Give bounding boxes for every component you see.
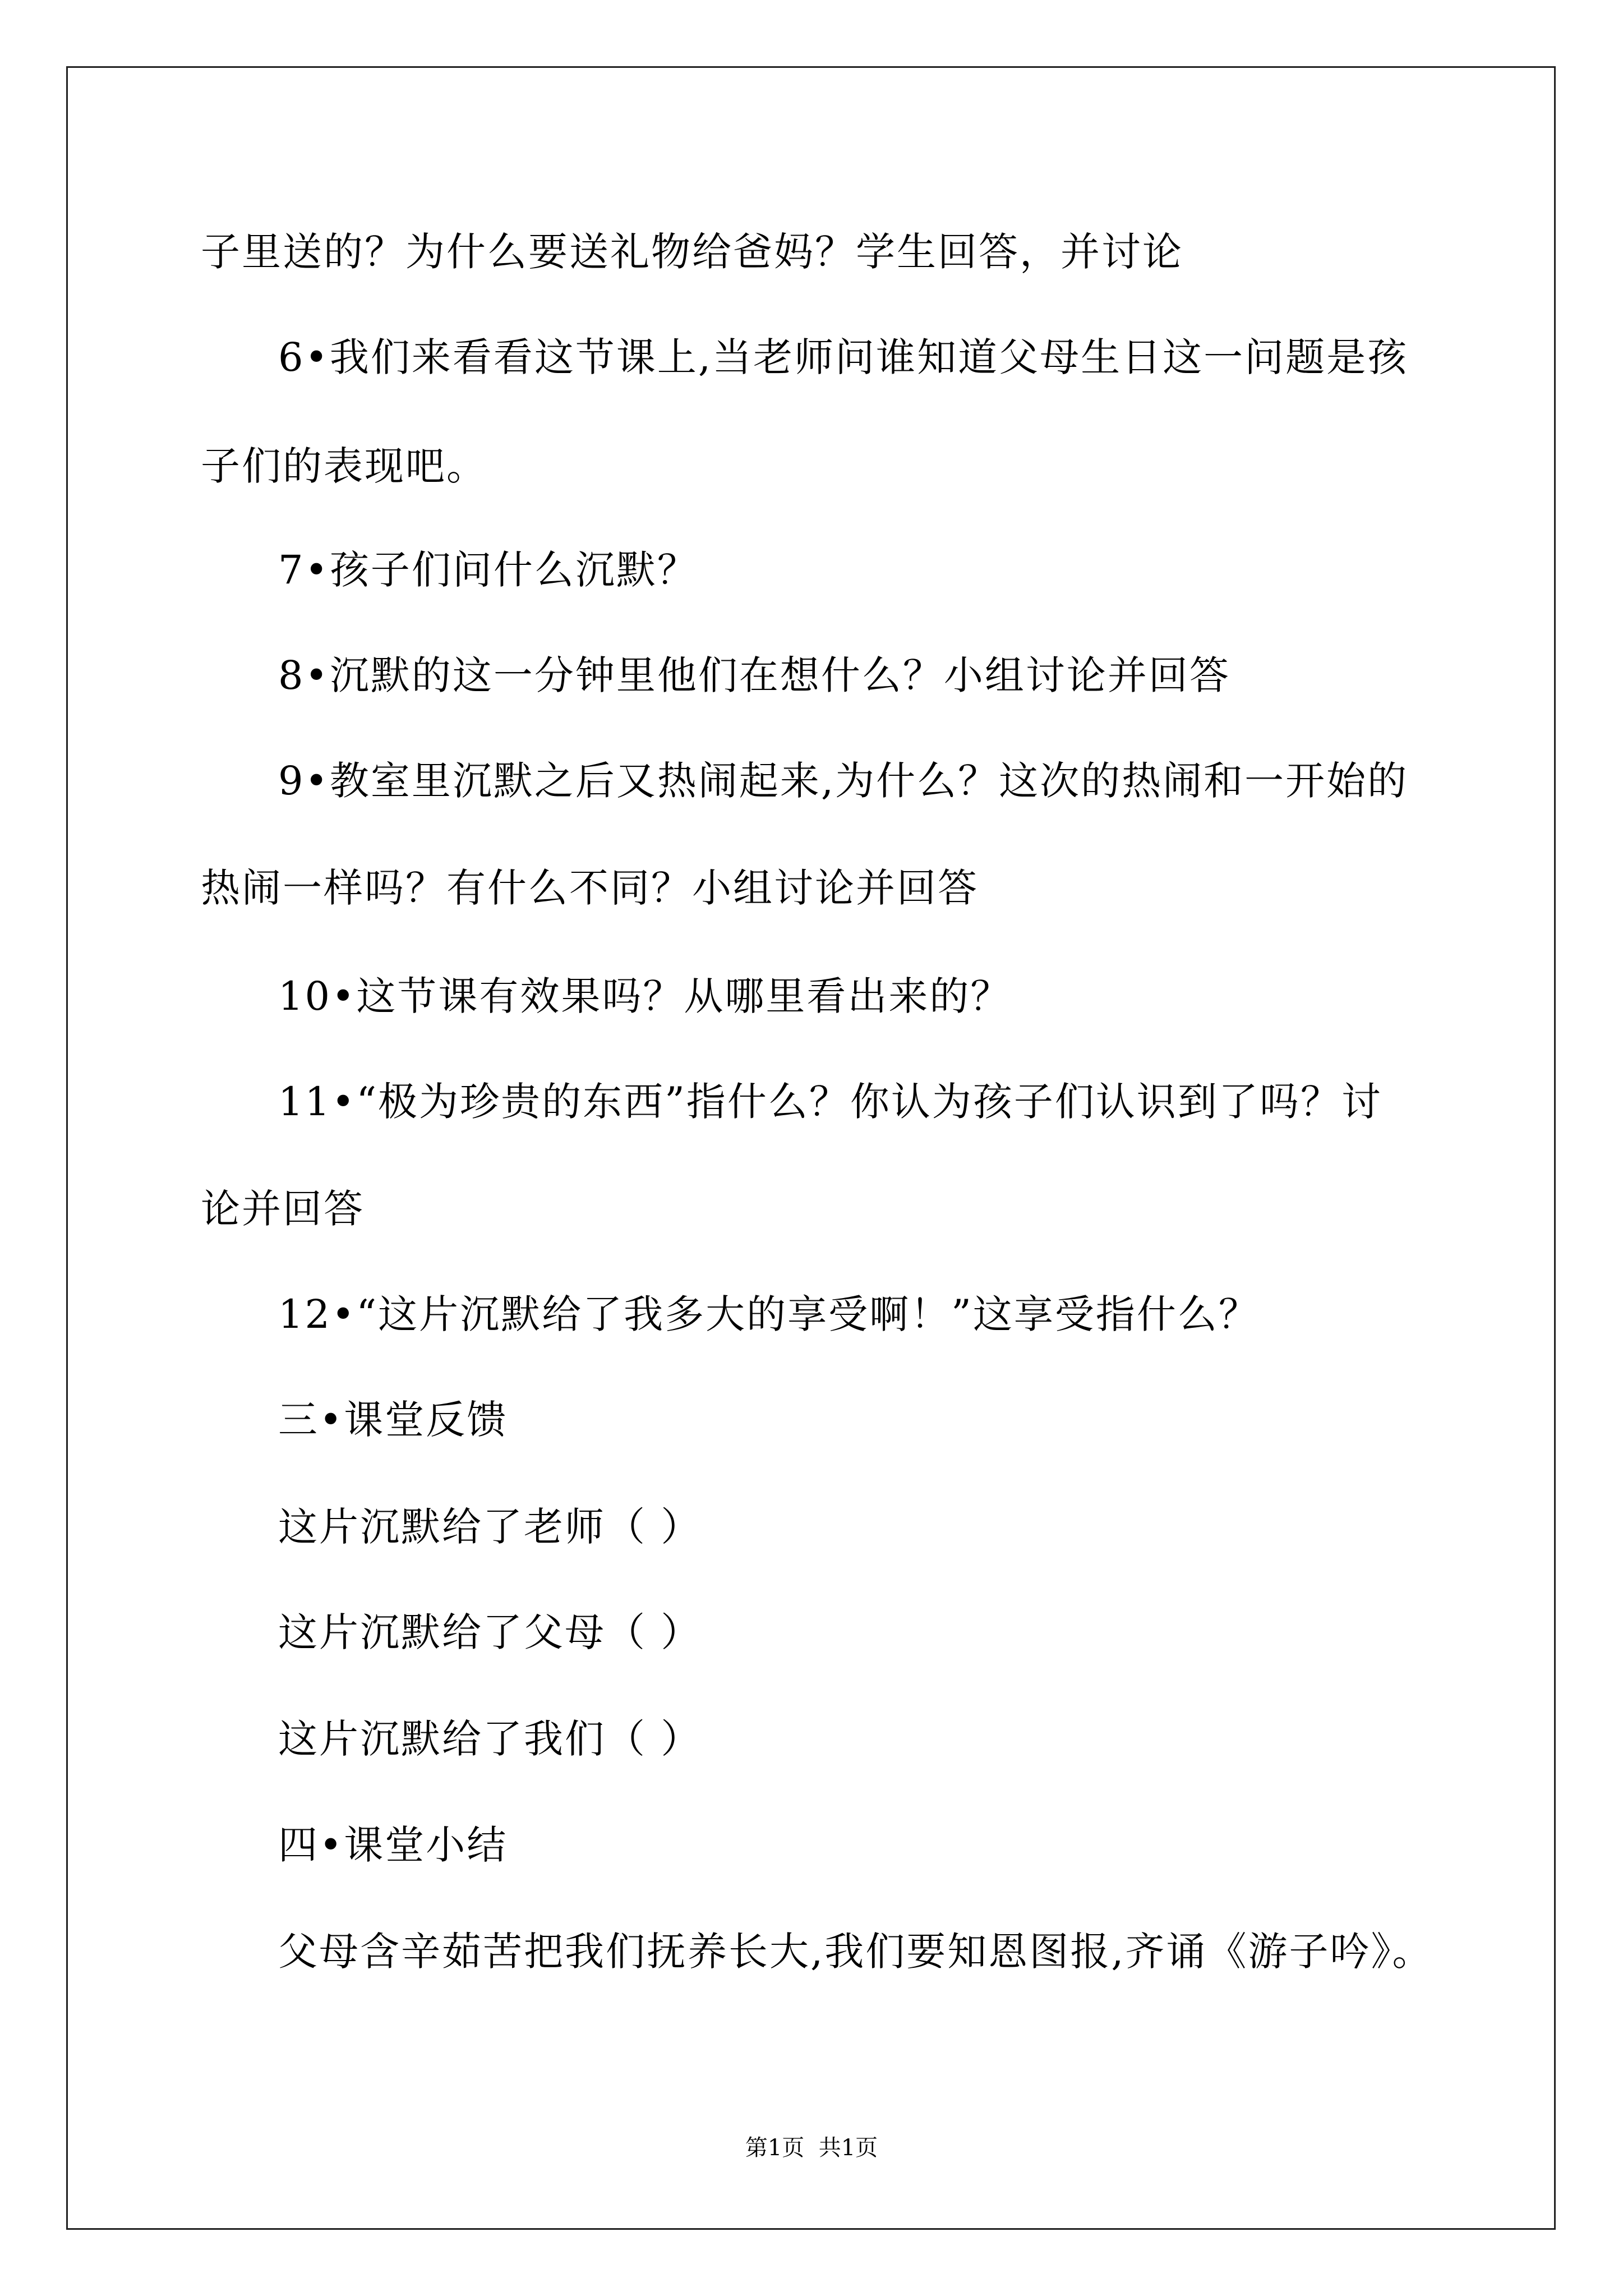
text-line: 7•孩子们问什么沉默？ <box>278 547 698 593</box>
text-line: 12•“这片沉默给了我多大的享受啊！”这享受指什么？ <box>278 1291 1260 1337</box>
text-line: 6•我们来看看这节课上,当老师问谁知道父母生日这一问题是孩 <box>278 334 1409 380</box>
fill-in-line: 这片沉默给了老师（ ） <box>278 1504 702 1550</box>
page-border <box>66 66 1556 2230</box>
text-line: 论并回答 <box>201 1186 365 1232</box>
text-line: 9•教室里沉默之后又热闹起来,为什么？这次的热闹和一开始的 <box>278 758 1409 804</box>
fill-in-line: 这片沉默给了父母（ ） <box>278 1609 702 1655</box>
text-line: 热闹一样吗？有什么不同？小组讨论并回答 <box>201 865 979 911</box>
text-line: 8•沉默的这一分钟里他们在想什么？小组讨论并回答 <box>278 652 1230 698</box>
page-footer: 第1页 共1页 <box>745 2135 878 2161</box>
text-line: 子里送的？为什么要送礼物给爸妈？学生回答，并讨论 <box>201 229 1183 275</box>
section-heading: 三•课堂反馈 <box>278 1397 508 1443</box>
section-heading: 四•课堂小结 <box>278 1822 508 1868</box>
fill-in-line: 这片沉默给了我们（ ） <box>278 1716 702 1762</box>
text-line: 11•“极为珍贵的东西”指什么？你认为孩子们认识到了吗？讨 <box>278 1079 1382 1125</box>
text-line: 子们的表现吧。 <box>201 443 487 489</box>
text-line: 父母含辛茹苦把我们抚养长大,我们要知恩图报,齐诵《游子吟》。 <box>278 1929 1433 1975</box>
text-line: 10•这节课有效果吗？从哪里看出来的？ <box>278 973 1012 1019</box>
